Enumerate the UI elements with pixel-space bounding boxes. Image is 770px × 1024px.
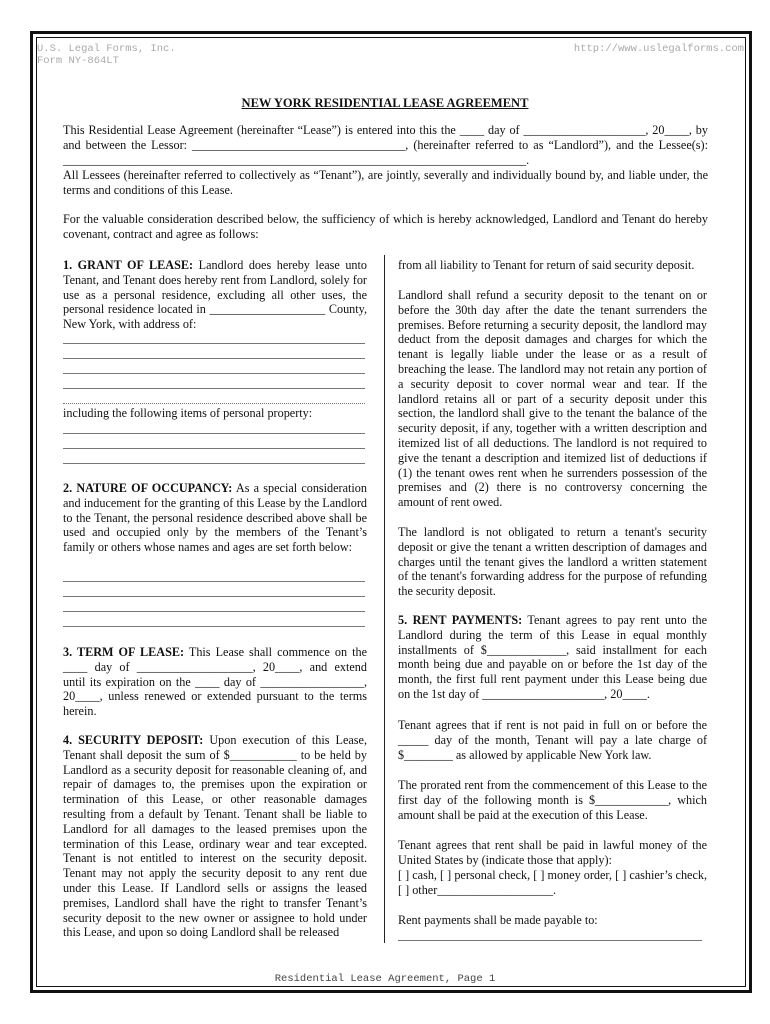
section-text: Tenant agrees to pay rent unto the Landlord during the term of this Lease in equal monthly installments of $_____________, said installment for each month being due and payable on or before the 1st day of the month, the first full rent payment under this Lease being due on the 1st day of ____________________, 20____. (398, 613, 707, 701)
personal-property-label: including the following items of personal property: (63, 406, 313, 420)
address-line[interactable] (63, 388, 365, 389)
section-heading: 2. NATURE OF OCCUPANCY: (63, 481, 233, 495)
payment-methods-checkboxes[interactable]: [ ] cash, [ ] personal check, [ ] money order, [ ] cashier’s check, [ ] other___________________. (398, 868, 707, 897)
intro-paragraph: This Residential Lease Agreement (hereinafter “Lease”) is entered into this the ____ day of ____________________, 20____, by and between the Lessor: ___________________________________, (hereinafter referred to as “Landlord”), and the Lessee(s): ____________________________________________________________________________. (63, 123, 708, 167)
section-heading: 1. GRANT OF LEASE: (63, 258, 194, 272)
address-line[interactable] (63, 403, 365, 404)
page-title: NEW YORK RESIDENTIAL LEASE AGREEMENT (241, 96, 529, 110)
occupant-line[interactable] (63, 611, 365, 612)
section-security-deposit (63, 733, 367, 940)
section-text: Landlord does hereby lease unto Tenant, and Tenant does hereby rent from Landlord, solely for use as a personal residence, excluding all other uses, the personal residence located in ___________________ County, New York, with address of: (63, 258, 367, 332)
intro-lessees: All Lessees (hereinafter referred to collectively as “Tenant”), are jointly, severally and individually bound by, and liable under, the terms and conditions of this Lease. (63, 168, 708, 197)
section-term-of-lease (63, 645, 367, 719)
late-charge-paragraph: Tenant agrees that if rent is not paid in full on or before the _____ day of the month, Tenant will pay a late charge of $________ as allowed by applicable New York law. (398, 718, 707, 762)
address-line[interactable] (63, 343, 365, 344)
header-url: http://www.uslegalforms.com (573, 43, 744, 55)
section-heading: 4. SECURITY DEPOSIT: (63, 733, 204, 747)
section-text: As a special consideration and inducement for the granting of this Lease by the Landlord to the Tenant, the personal residence described above shall be used and occupied only by the members of the Tenant’s family or others whose names and ages are set forth below: (63, 481, 367, 555)
occupant-line[interactable] (63, 596, 365, 597)
lawful-money-paragraph: Tenant agrees that rent shall be paid in lawful money of the United States by (indicate those that apply): (398, 838, 707, 867)
security-refund-paragraph: Landlord shall refund a security deposit to the tenant on or before the 30th day after the date the tenant surrenders the premises. Before returning a security deposit, the landlord may deduct from the deposit damages and charges for which the tenant is legally liable under the lease or as a result of breaching the lease. The landlord may not retain any portion of a security deposit to cover normal wear and tear. If the landlord retains all or part of a security deposit under this section, the landlord shall give to the tenant the balance of the security deposit, if any, together with a written description and itemized list of all deductions. The landlord is not required to give the tenant a description and itemized list of deductions if (1) the tenant owes rent when he surrenders possession of the premises and (2) there is no controversy concerning the amount of rent owed. (398, 288, 707, 510)
section-heading: 3. TERM OF LEASE: (63, 645, 185, 659)
payable-to-label: Rent payments shall be made payable to: (398, 913, 598, 927)
property-line[interactable] (63, 463, 365, 464)
column-divider (384, 255, 385, 943)
section-text: This Lease shall commence on the ____ day of ___________________, 20____, and extend until its expiration on the ____ day of _________________, 20____, unless renewed or extended pursuant to the terms herein. (63, 645, 367, 719)
section-rent-payments (398, 613, 707, 702)
property-line[interactable] (63, 433, 365, 434)
section-nature-of-occupancy (63, 481, 367, 555)
forwarding-address-paragraph: The landlord is not obligated to return a tenant's security deposit or give the tenant a written description of damages and charges until the tenant gives the landlord a written statement of the tenant's forwarding address for the purpose of refunding the security deposit. (398, 525, 707, 599)
occupant-line[interactable] (63, 581, 365, 582)
payable-to-line[interactable] (398, 940, 702, 941)
section-text: Upon execution of this Lease, Tenant shall deposit the sum of $___________ to be held by Landlord as a security deposit for reasonable cleaning of, and repair of damages to, the premises upon the expiration or termination of this Lease, or other reasonable damages resulting from a default by Tenant. Tenant shall be liable to Landlord for all damages to the leased premises upon the termination of this Lease, ordinary wear and tear excepted. Tenant is not entitled to interest on the security deposit. Tenant may not apply the security deposit to any rent due under this Lease. If Landlord sells or assigns the leased premises, Landlord shall have the right to transfer Tenant’s security deposit to the new owner or assignee to hold under this Lease, and upon so doing Landlord shall be released (63, 733, 367, 940)
address-line[interactable] (63, 358, 365, 359)
form-id: Form NY-864LT (37, 55, 119, 67)
intro-consideration: For the valuable consideration described below, the sufficiency of which is hereby acknowledged, Landlord and Tenant do hereby covenant, contract and agree as follows: (63, 212, 708, 241)
security-deposit-continued: from all liability to Tenant for return of said security deposit. (398, 258, 695, 272)
publisher: U.S. Legal Forms, Inc. (37, 43, 176, 55)
property-line[interactable] (63, 448, 365, 449)
section-grant-of-lease (63, 258, 367, 332)
page-footer: Residential Lease Agreement, Page 1 (274, 973, 496, 985)
prorated-rent-paragraph: The prorated rent from the commencement of this Lease to the first day of the following month is $____________, which amount shall be paid at the execution of this Lease. (398, 778, 707, 822)
address-line[interactable] (63, 373, 365, 374)
occupant-line[interactable] (63, 626, 365, 627)
section-heading: 5. RENT PAYMENTS: (398, 613, 523, 627)
